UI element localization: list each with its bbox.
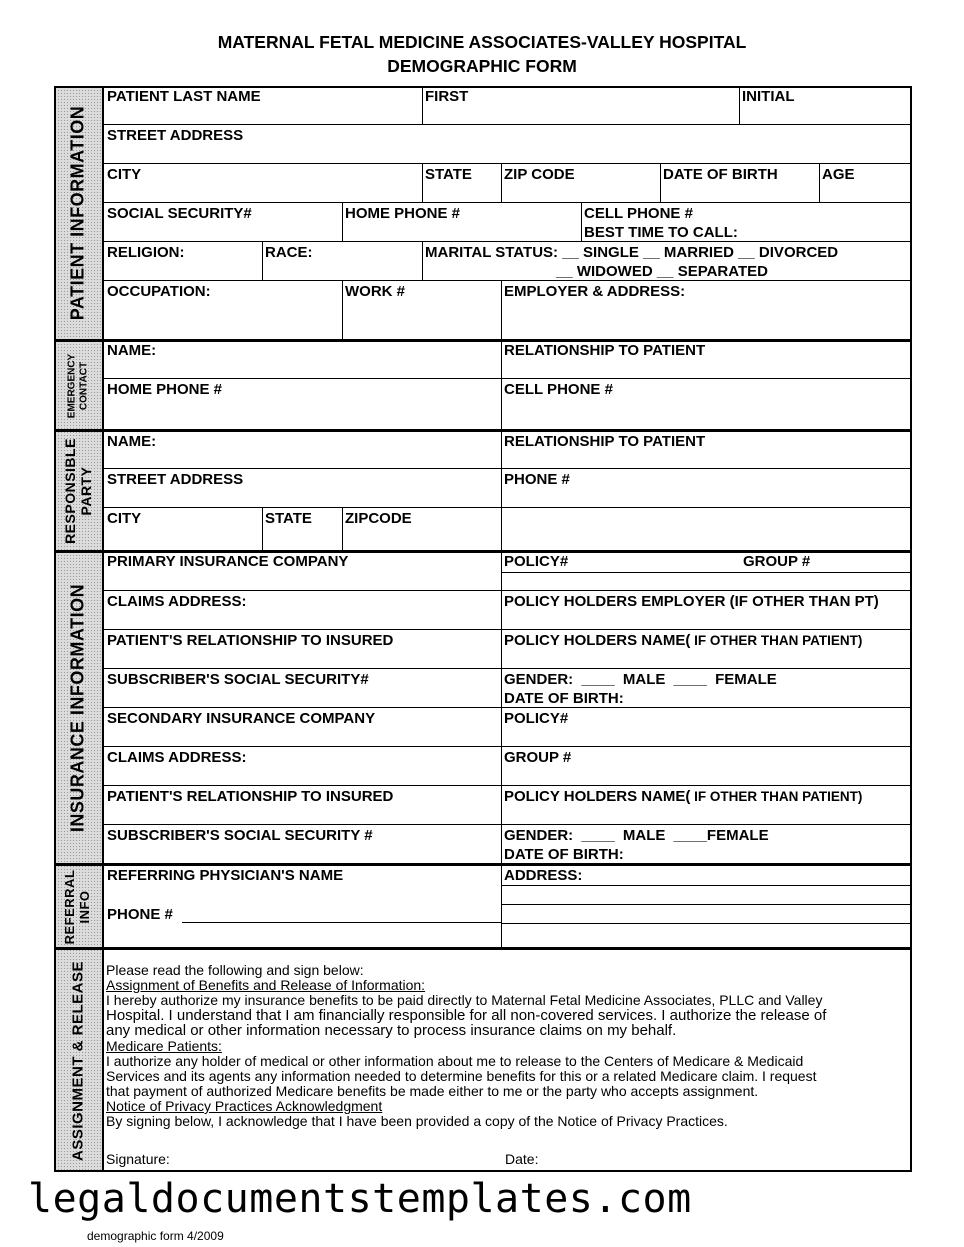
section-label-line: EMERGENCY bbox=[66, 353, 78, 418]
section-label-line: INFO bbox=[77, 890, 92, 924]
field-race[interactable]: RACE: bbox=[265, 244, 313, 261]
label-text: POLICY HOLDERS NAME( bbox=[504, 788, 691, 805]
form-subtitle: DEMOGRAPHIC FORM bbox=[387, 56, 577, 76]
field-responsible-state[interactable]: STATE bbox=[265, 510, 312, 527]
rule bbox=[104, 746, 912, 747]
rule bbox=[104, 280, 912, 281]
rule bbox=[104, 629, 912, 630]
privacy-heading: Notice of Privacy Practices Acknowledgment bbox=[106, 1098, 383, 1114]
field-work-phone[interactable]: WORK # bbox=[345, 283, 405, 300]
rule bbox=[502, 572, 912, 573]
field-primary-insurance[interactable]: PRIMARY INSURANCE COMPANY bbox=[107, 553, 349, 570]
section-label-line: REFERRAL bbox=[62, 869, 78, 945]
field-responsible-city[interactable]: CITY bbox=[107, 510, 142, 527]
field-emergency-name[interactable]: NAME: bbox=[107, 342, 157, 359]
section-divider bbox=[54, 947, 912, 950]
field-cell-phone[interactable]: CELL PHONE # bbox=[584, 205, 693, 222]
rule bbox=[342, 280, 343, 339]
section-label-line: RESPONSIBLE bbox=[61, 438, 78, 544]
field-initial[interactable]: INITIAL bbox=[742, 88, 795, 105]
field-claims-address-2[interactable]: CLAIMS ADDRESS: bbox=[107, 749, 247, 766]
rule bbox=[501, 429, 502, 550]
field-subscriber-ssn[interactable]: SUBSCRIBER'S SOCIAL SECURITY# bbox=[107, 671, 369, 688]
rule bbox=[502, 885, 912, 886]
rule bbox=[422, 163, 423, 202]
section-label-line: PARTY bbox=[78, 466, 94, 516]
rule bbox=[342, 507, 343, 550]
field-referring-physician[interactable]: REFERRING PHYSICIAN'S NAME bbox=[107, 867, 344, 884]
field-occupation[interactable]: OCCUPATION: bbox=[107, 283, 211, 300]
field-referral-address[interactable]: ADDRESS: bbox=[504, 867, 583, 884]
section-divider bbox=[54, 339, 912, 342]
privacy-text-line: By signing below, I acknowledge that I have been provided a copy of the Notice of Privacy Practices. bbox=[106, 1113, 728, 1129]
rule bbox=[422, 241, 423, 280]
field-responsible-relationship[interactable]: RELATIONSHIP TO PATIENT bbox=[504, 433, 706, 450]
rule bbox=[502, 923, 912, 924]
field-group-number-2[interactable]: GROUP # bbox=[504, 749, 572, 766]
rule bbox=[660, 163, 661, 202]
field-religion[interactable]: RELIGION: bbox=[107, 244, 185, 261]
medicare-heading: Medicare Patients: bbox=[106, 1038, 222, 1054]
section-label: ASSIGNMENT & RELEASE bbox=[69, 960, 87, 1161]
label-note: IF OTHER THAN PATIENT) bbox=[690, 789, 863, 804]
field-state[interactable]: STATE bbox=[425, 166, 472, 183]
rule bbox=[104, 590, 912, 591]
rule bbox=[739, 86, 740, 124]
assignment-text-line: I hereby authorize my insurance benefits to be paid directly to Maternal Fetal Medicine Associates, PLLC and Valley bbox=[106, 992, 823, 1008]
field-responsible-street[interactable]: STREET ADDRESS bbox=[107, 471, 244, 488]
rule bbox=[104, 378, 912, 379]
field-gender[interactable]: GENDER: ____ MALE ____ FEMALE bbox=[504, 671, 777, 688]
assignment-intro: Please read the following and sign below: bbox=[106, 962, 364, 978]
field-emergency-home-phone[interactable]: HOME PHONE # bbox=[107, 381, 223, 398]
label-note: IF OTHER THAN PATIENT) bbox=[690, 633, 863, 648]
rule bbox=[501, 280, 502, 339]
rule bbox=[104, 124, 912, 125]
rule bbox=[104, 785, 912, 786]
field-social-security[interactable]: SOCIAL SECURITY# bbox=[107, 205, 252, 222]
field-street-address[interactable]: STREET ADDRESS bbox=[107, 127, 244, 144]
field-gender-2[interactable]: GENDER: ____ MALE ____FEMALE bbox=[504, 827, 769, 844]
assignment-benefits-heading: Assignment of Benefits and Release of Information: bbox=[106, 977, 426, 993]
field-policy-number-2[interactable]: POLICY# bbox=[504, 710, 569, 727]
section-label: INSURANCE INFORMATION bbox=[67, 583, 88, 833]
section-divider bbox=[54, 429, 912, 432]
rule bbox=[501, 550, 502, 863]
rule bbox=[104, 163, 912, 164]
rule bbox=[104, 507, 912, 508]
rule bbox=[581, 202, 582, 241]
form-id: demographic form 4/2009 bbox=[87, 1229, 224, 1243]
rule bbox=[819, 163, 820, 202]
rule bbox=[104, 202, 912, 203]
field-age[interactable]: AGE bbox=[822, 166, 855, 183]
field-responsible-zipcode[interactable]: ZIPCODE bbox=[345, 510, 412, 527]
assignment-text-line: any medical or other information necessary to process insurance claims on my behalf. bbox=[106, 1022, 677, 1039]
rule bbox=[501, 863, 502, 947]
rule bbox=[104, 668, 912, 669]
phone-underline bbox=[182, 922, 502, 923]
rule bbox=[104, 824, 912, 825]
rule bbox=[501, 163, 502, 202]
field-city[interactable]: CITY bbox=[107, 166, 142, 183]
field-referral-phone[interactable]: PHONE # bbox=[107, 906, 173, 923]
label-text: POLICY HOLDERS NAME( bbox=[504, 632, 691, 649]
medicare-text-line: Services and its agents any information needed to determine benefits for this or a related Medicare claim. I request bbox=[106, 1068, 817, 1084]
field-policy-holder-name-2[interactable] bbox=[504, 787, 862, 806]
field-policy-holder-employer[interactable]: POLICY HOLDERS EMPLOYER (IF OTHER THAN PT) bbox=[504, 593, 879, 610]
rule bbox=[104, 468, 912, 469]
field-employer-address[interactable]: EMPLOYER & ADDRESS: bbox=[504, 283, 686, 300]
field-subscriber-ssn-2[interactable]: SUBSCRIBER'S SOCIAL SECURITY # bbox=[107, 827, 373, 844]
section-label: PATIENT INFORMATION bbox=[67, 105, 88, 321]
field-group-number[interactable]: GROUP # bbox=[743, 553, 811, 570]
field-policy-holder-name[interactable] bbox=[504, 631, 862, 650]
field-relationship-to-insured-2[interactable]: PATIENT'S RELATIONSHIP TO INSURED bbox=[107, 788, 394, 805]
field-claims-address[interactable]: CLAIMS ADDRESS: bbox=[107, 593, 247, 610]
rule bbox=[502, 904, 912, 905]
field-responsible-phone[interactable]: PHONE # bbox=[504, 471, 570, 488]
medicare-text-line: that payment of authorized Medicare benefits be made either to me or the party who accepts assignment. bbox=[106, 1083, 759, 1099]
form-title: MATERNAL FETAL MEDICINE ASSOCIATES-VALLEY HOSPITAL bbox=[217, 32, 747, 52]
field-emergency-relationship[interactable]: RELATIONSHIP TO PATIENT bbox=[504, 342, 706, 359]
rule bbox=[104, 241, 912, 242]
rule bbox=[262, 241, 263, 280]
rule bbox=[422, 86, 423, 124]
field-marital-status[interactable]: MARITAL STATUS: __ SINGLE __ MARRIED __ DIVORCED bbox=[425, 244, 839, 261]
rule bbox=[342, 202, 343, 241]
field-patient-last-name[interactable]: PATIENT LAST NAME bbox=[107, 88, 261, 105]
field-zip-code[interactable]: ZIP CODE bbox=[504, 166, 575, 183]
field-responsible-name[interactable]: NAME: bbox=[107, 433, 157, 450]
signature-field[interactable]: Signature: bbox=[106, 1151, 170, 1167]
section-label-line: CONTACT bbox=[78, 361, 89, 410]
field-relationship-to-insured[interactable]: PATIENT'S RELATIONSHIP TO INSURED bbox=[107, 632, 394, 649]
field-policy-number[interactable]: POLICY# bbox=[504, 553, 569, 570]
field-secondary-insurance[interactable]: SECONDARY INSURANCE COMPANY bbox=[107, 710, 376, 727]
rule bbox=[501, 339, 502, 429]
field-home-phone[interactable]: HOME PHONE # bbox=[345, 205, 461, 222]
date-field[interactable]: Date: bbox=[505, 1151, 539, 1167]
medicare-text-line: I authorize any holder of medical or other information about me to release to the Centers of Medicare & Medicaid bbox=[106, 1053, 804, 1069]
field-first-name[interactable]: FIRST bbox=[425, 88, 469, 105]
field-best-time-to-call[interactable]: BEST TIME TO CALL: bbox=[584, 224, 738, 241]
rule bbox=[262, 507, 263, 550]
watermark: legaldocumentstemplates.com bbox=[28, 1176, 692, 1222]
field-date-of-birth[interactable]: DATE OF BIRTH bbox=[663, 166, 778, 183]
field-insured-dob-2[interactable]: DATE OF BIRTH: bbox=[504, 846, 624, 863]
field-emergency-cell-phone[interactable]: CELL PHONE # bbox=[504, 381, 613, 398]
assignment-text-line: Hospital. I understand that I am financially responsible for all non-covered services. I authorize the release of bbox=[106, 1007, 827, 1024]
field-marital-status-more[interactable]: __ WIDOWED __ SEPARATED bbox=[556, 263, 768, 280]
field-insured-dob[interactable]: DATE OF BIRTH: bbox=[504, 690, 624, 707]
